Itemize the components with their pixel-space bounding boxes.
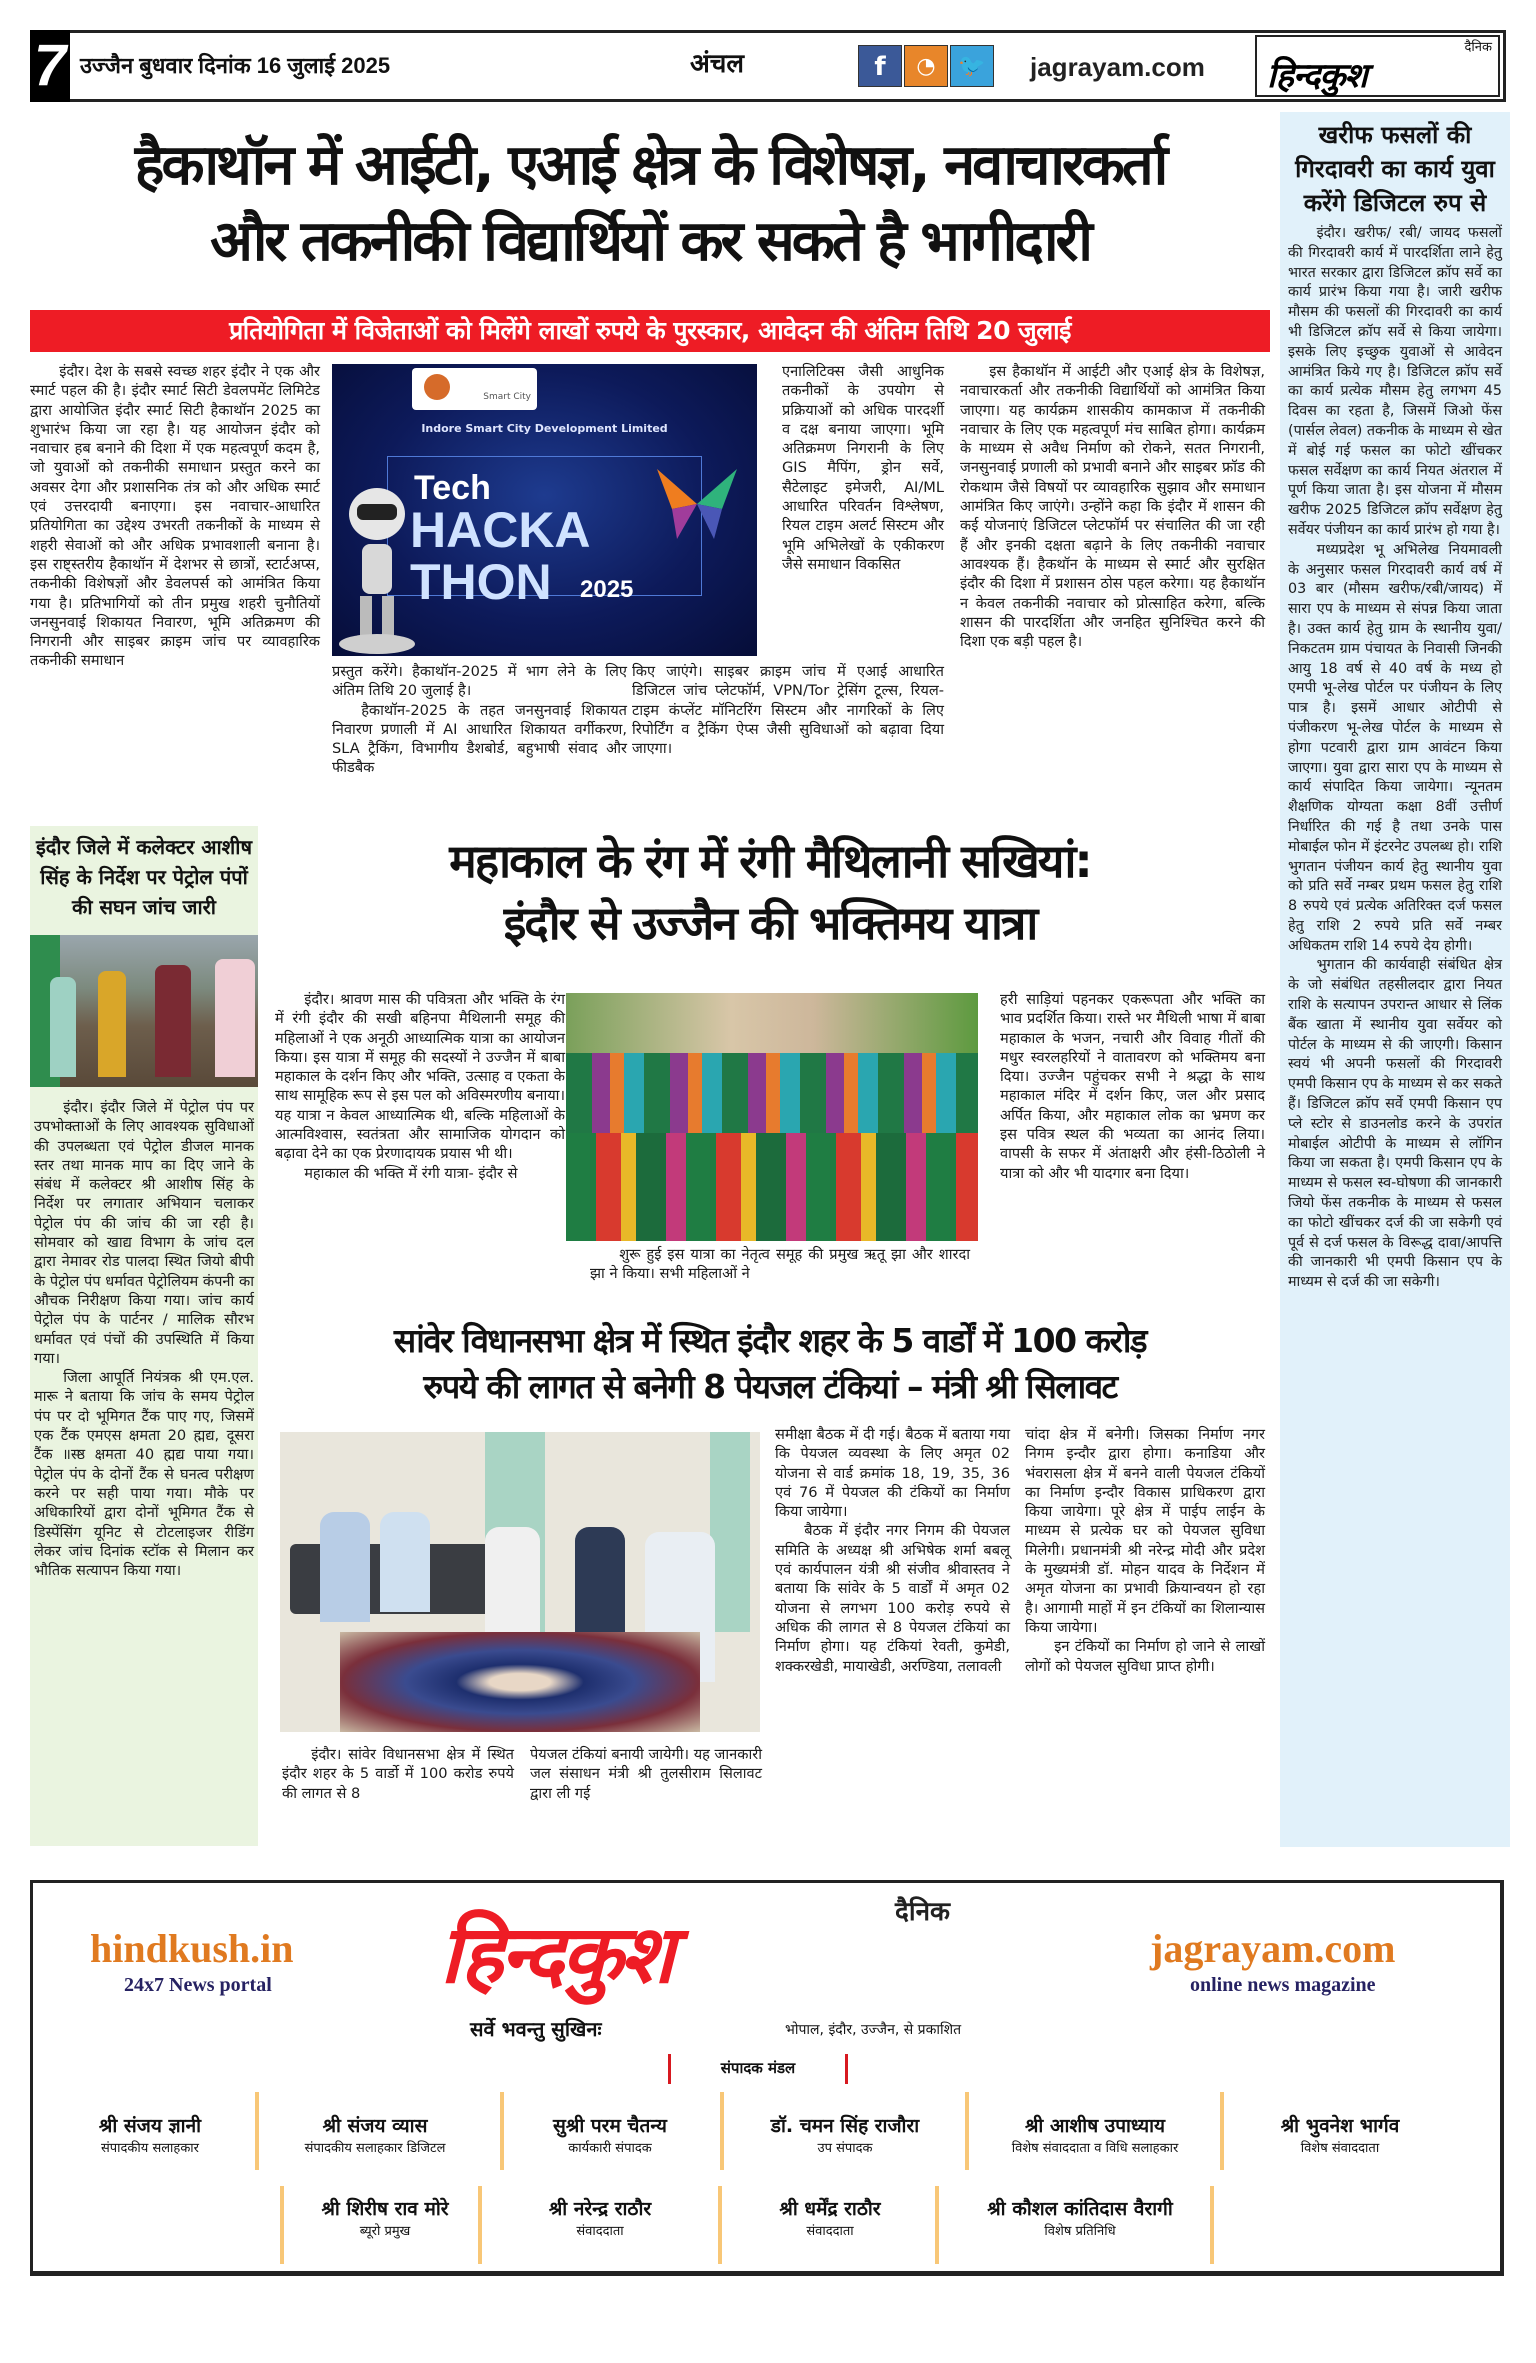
editor-separator (935, 2186, 939, 2264)
editor-separator (500, 2092, 504, 2170)
photo-person (50, 977, 76, 1077)
editor-name: श्री आशीष उपाध्याय (1024, 2115, 1166, 2137)
sidebar-paragraph: भुगतान की कार्यवाही संबंधित क्षेत्र के जो संबंधित तहसीलदार द्वारा नियत राशि के सत्यापन उपरान्त आधार से लिंक बैंक खाता में स्थानीय युवा सर्वेयर को पोर्टल के माध्यम से की जाएगी। किसान स्वयं भी अपनी फसलों की गिरदावरी एमपी किसान एप के माध्यम से कर सकते हैं। डिजिटल क्रॉप सर्वे एमपी किसान एप प्ले स्टोर से डाउनलोड करने के उपरांत मोबाईल ओटीपी के माध्यम से लॉगिन किया जा सकता है। एमपी किसान एप के माध्यम से फसल स्व-घोषणा की जानकारी जियो फेंस तकनीक के माध्यम से फसल का फोटो खींचकर दर्ज की जा सकेगी एवं पूर्व से दर्ज फसल के विरूद्ध दावा/आपत्ति की जानकारी भी एमपी किसान एप के माध्यम से दर्ज की जा सकेगी। (1288, 957, 1502, 1291)
editor-role: संपादकीय सलाहकार (100, 2141, 199, 2156)
photo-person (380, 1512, 430, 1612)
mahakal-paragraph: शुरू हुई इस यात्रा का नेतृत्व समूह की प्रमुख ऋतू झा और शारदा झा ने किया। सभी महिलाओं ने (590, 1246, 970, 1283)
rss-icon[interactable]: ◔ (904, 45, 948, 87)
footer-hindkush-tagline: 24x7 News portal (124, 1974, 272, 1996)
sanwer-column-1 (282, 1745, 514, 1803)
photo-sarees (566, 1121, 978, 1241)
newspaper-logo (1255, 35, 1500, 97)
petrol-pump-photo (30, 935, 258, 1087)
mahakal-paragraph: महाकाल की भक्ति में रंगी यात्रा- इंदौर से (304, 1164, 518, 1182)
mahakal-headline-line2: इंदौर से उज्जैन की भक्तिमय यात्रा (503, 896, 1037, 950)
dateline: उज्जैन बुधवार दिनांक 16 जुलाई 2025 (80, 53, 391, 78)
photo-person (320, 1512, 370, 1622)
photo-person (155, 965, 191, 1077)
footer-logo-name: हिन्दकुश (440, 1908, 672, 2001)
editor-separator (965, 2092, 969, 2170)
editor-name: सुश्री परम चैतन्य (553, 2115, 667, 2137)
editor-separator (1210, 2186, 1214, 2264)
editor-entry (490, 2195, 710, 2239)
sidebar-story (1280, 112, 1510, 1847)
footer-logo-dainik: दैनिक (895, 1897, 950, 1927)
editor-entry (975, 2112, 1215, 2156)
editor-separator (1220, 2092, 1224, 2170)
editor-separator (720, 2092, 724, 2170)
lead-paragraph: इस हैकाथॉन में आईटी और एआई क्षेत्र के विशेषज्ञ, नवाचारकर्ता और तकनीकी विद्यार्थियों को आमंत्रित किया जाएगा। यह कार्यक्रम शासकीय कामकाज में तकनीकी नवाचार के लिए एक महत्वपूर्ण मंच साबित होगा। कार्यक्रम के माध्यम से अवैध निर्माण को रोकने, सतत निगरानी, जनसुनवाई प्रणाली को प्रभावी बनाने और साइबर फ्रॉड की रोकथाम जैसे विषयों पर व्यावहारिक सुझाव और समाधान आमंत्रित किए जाएंगे। उन्होंने कहा कि इंदौर में शासन की कई योजनाएं डिजिटल प्लेटफॉर्म पर संचालित की जा रही हैं और इनकी दक्षता बढ़ाने के लिए तकनीकी नवाचार आवश्यक हैं। हैकथॉन के माध्यम से स्मार्ट और सुरक्षित इंदौर की दिशा में प्रशासन ठोस पहल करेगा। यह हैकाथॉन न केवल तकनीकी नवाचार को प्रोत्साहित करेगा, बल्कि शासन की पारदर्शिता और जनहित सुनिश्चित करने की दिशा एक बड़ी पहल है। (960, 363, 1265, 651)
sidebar-paragraph: मध्यप्रदेश भू अभिलेख नियमावली के अनुसार फसल गिरदावरी कार्य वर्ष में 03 बार (मौसम खरीफ/रबी/जायद) में सारा एप के माध्यम से संपन्न किया जाता है। उक्त कार्य हेतु ग्राम के स्थानीय युवा/निकटतम ग्राम पंचायत के निवासी जिनकी आयु 18 वर्ष से 40 वर्ष के मध्य हो एमपी भू-लेख पोर्टल पर पंजीयन के लिए पात्र है। इसमें आधार ओटीपी से पंजीकरण भू-लेख पोर्टल के माध्यम से होगा पटवारी द्वारा ग्राम आवंटन किया जाएगा। युवा द्वारा सारा एप के माध्यम से कार्य संपादित किया जायेगा। न्यूनतम शैक्षणिक योग्यता कक्षा 8वीं उत्तीर्ण निर्धारित की गई है तथा उनके पास मोबाईल फोन में इंटरनेट उपलब्ध हो। राशि भुगतान पंजीयन कार्य हेतु स्थानीय युवा को प्रति सर्वे नम्बर प्रथम फसल हेतु राशि 8 रुपये एवं प्रत्येक अतिरिक्त दर्ज फसल हेतु राशि 2 रुपये प्रति सर्वे नम्बर अधिकतम राशि 14 रुपये देय होगी। (1288, 541, 1502, 954)
poster-thon: THON (410, 554, 552, 610)
poster-year: 2025 (580, 576, 634, 603)
petrol-paragraph: जिला आपूर्ति नियंत्रक श्री एम.एल. मारू ने बताया कि जांच के समय पेट्रोल पंप पर दो भूमिगत टैंक पाए गए, जिसमें एक टैंक एमएस क्षमता 20 ह्मद्य, दूसरा टैंक ॥स्ष्ठ क्षमता 40 ह्मद्य पाया गया। पेट्रोल पंप के दोनों टैंक से घनत्व परीक्षण करने पर सही पाया गया। मौके पर अधिकारियों द्वारा दोनों भूमिगत टैंक से डिस्पेंसिंग यूनिट से टोटलाइजर रीडिंग लेकर जांच दिनांक स्टॉक से मिलान कर भौतिक सत्यापन किया गया। (34, 1369, 254, 1580)
footer-jagrayam-link[interactable]: jagrayam.com (1150, 1926, 1396, 1971)
editor-name: श्री नरेन्द्र राठौर (548, 2198, 652, 2220)
footer-motto: सर्वे भवन्तु सुखिनः (470, 2017, 602, 2041)
mahakal-column-3 (1000, 990, 1265, 1183)
lead-headline-line2: और तकनीकी विद्यार्थियों कर सकते है भागीदारी (210, 209, 1090, 274)
lead-paragraph: किए जाएंगे। साइबर क्राइम जांच में एआई आधारित डिजिटल जांच प्लेटफॉर्म, VPN/Tor ट्रेसिंग टूल्स, रियल-टाइम कंप्लेंट मॉनिटरिंग सिस्टम और नागरिकों के लिए रिपोर्टिंग व ट्रैकिंग ऐप्स जैसी सुविधाओं को बढ़ावा दिया जाएगा। (632, 663, 944, 758)
editor-entry (510, 2112, 710, 2156)
editor-entry (730, 2195, 930, 2239)
mahakal-headline (275, 830, 1265, 954)
website-link[interactable]: jagrayam.com (1030, 52, 1205, 82)
editor-role: उप संपादक (817, 2141, 873, 2156)
editor-role: संवाददाता (576, 2224, 624, 2239)
photo-person (215, 959, 255, 1077)
footer-published-from: भोपाल, इंदौर, उज्जैन, से प्रकाशित (785, 2022, 962, 2038)
logo-dainik: दैनिक (1464, 40, 1492, 55)
mahakal-paragraph: हरी साड़ियां पहनकर एकरूपता और भक्ति का भाव प्रदर्शित किया। रास्ते भर मैथिली भाषा में बाबा महाकाल के भजन, नचारी और विवाह गीतों की मधुर स्वरलहरियों ने वातावरण को भक्तिमय बना दिया। उज्जैन पहुंचकर सभी ने श्रद्धा के साथ महाकाल मंदिर में दर्शन किए, जल और प्रसाद अर्पित किया, और महाकाल लोक का भ्रमण कर इस पवित्र स्थल की भव्यता का आनंद लिया। वापसी के सफर में अंताक्षरी और हंसी-ठिठोली ने यात्रा को और भी यादगार बना दिया। (1000, 991, 1265, 1182)
editor-entry (50, 2112, 250, 2156)
page-number: 7 (30, 30, 70, 102)
mahakal-column-1 (275, 990, 565, 1183)
sanwer-paragraph: चांदा क्षेत्र में बनेगी। जिसका निर्माण नगर निगम इन्दौर द्वारा होगा। कनाडिया और भंवरासला क्षेत्र में बनने वाली पेयजल टंकियों का निर्माण इन्दौर विकास प्राधिकरण द्वारा किया जायेगा। पूरे क्षेत्र में पाईप लाईन के माध्यम से प्रत्येक घर को पेयजल सुविधा मिलेगी। प्रधानमंत्री श्री नरेन्द्र मोदी और प्रदेश के मुख्यमंत्री डॉ. मोहन यादव के निर्देशन में अमृत योजना का प्रभावी क्रियान्वयन हो रहा है। आगामी माहों में इन टंकियों का शिलान्यास किया जायेगा। (1025, 1426, 1265, 1636)
editor-entry (950, 2195, 1210, 2239)
footer-hindkush-link[interactable]: hindkush.in (90, 1926, 294, 1971)
twitter-icon[interactable]: 🐦 (950, 45, 994, 87)
butterfly-logo (652, 464, 742, 544)
editor-name: श्री भुवनेश भार्गव (1280, 2115, 1400, 2137)
editor-name: श्री धर्मेंद्र राठौर (779, 2198, 881, 2220)
editorial-board-label: संपादक मंडल (668, 2054, 848, 2082)
footer-jagrayam-tagline: online news magazine (1190, 1974, 1376, 1996)
editor-entry (730, 2112, 960, 2156)
sanwer-headline (275, 1318, 1265, 1410)
lead-headline (30, 128, 1270, 280)
poster-tech: Tech (414, 469, 491, 507)
mahakal-headline-line1: महाकाल के रंग में रंगी मैथिलानी सखियां: (449, 834, 1091, 888)
logo-name: हिन्दकुश (1267, 56, 1367, 96)
photo-curtain (710, 1432, 750, 1632)
photo-carpet (340, 1632, 700, 1732)
petrol-headline: इंदौर जिले में कलेक्टर आशीष सिंह के निर्देश पर पेट्रोल पंपों की सघन जांच जारी (35, 835, 253, 919)
editor-name: श्री कौशल कांतिदास वैरागी (987, 2198, 1173, 2220)
editor-role: संपादकीय सलाहकार डिजिटल (304, 2141, 446, 2156)
editor-role: विशेष संवाददाता व विधि सलाहकार (1011, 2141, 1179, 2156)
section-name: अंचल (690, 49, 745, 79)
lead-paragraph: प्रस्तुत करेंगे। हैकाथॉन-2025 में भाग लेने के लिए अंतिम तिथि 20 जुलाई है। (332, 663, 627, 700)
editor-role: कार्यकारी संपादक (568, 2141, 652, 2156)
robot-illustration (332, 484, 422, 656)
lead-paragraph: हैकाथॉन-2025 के तहत जनसुनवाई शिकायत निवारण प्रणाली में AI आधारित शिकायत वर्गीकरण, SLA ट्रैकिंग, विभागीय डैशबोर्ड, बहुभाषी संवाद और फीडबैक (332, 701, 627, 777)
facebook-icon[interactable]: f (858, 45, 902, 87)
lead-column-2 (332, 662, 627, 778)
photo-person (98, 971, 126, 1077)
editor-name: श्री संजय व्यास (322, 2115, 428, 2137)
editor-name: श्री संजय ज्ञानी (98, 2115, 202, 2137)
editor-separator (280, 2186, 284, 2264)
editor-role: विशेष प्रतिनिधि (1044, 2224, 1116, 2239)
hackathon-poster-image (332, 364, 757, 656)
meeting-photo (280, 1432, 760, 1732)
lead-paragraph: इंदौर। देश के सबसे स्वच्छ शहर इंदौर ने एक और स्मार्ट पहल की है। इंदौर स्मार्ट सिटी डेवलपमेंट लिमिटेड द्वारा आयोजित इंदौर स्मार्ट सिटी हैकाथॉन 2025 का शुभारंभ किया जा रहा है। यह आयोजन इंदौर को नवाचार हब बनाने की दिशा में एक महत्वपूर्ण कदम है, जो युवाओं को तकनीकी समाधान प्रस्तुत करने का अवसर देगा और प्रशासनिक तंत्र को और अधिक स्मार्ट एवं उत्तरदायी बनाएगा। इस नवाचार-आधारित प्रतियोगिता का उद्देश्य उभरती तकनीकों के माध्यम से शहरी सेवाओं को और अधिक प्रभावशाली बनाना है। इस राष्ट्स्तरीय हैकाथॉन में देशभर से छात्रों, स्टार्टअप्स, तकनीकी विशेषज्ञों और डेवलपर्स को आमंत्रित किया गया है। प्रतिभागियों को तीन प्रमुख शहरी चुनौतियों जनसुनवाई शिकायत निवारण, भूमि अतिक्रमण की निगरानी और साइबर क्राइम जांच पर व्यावहारिक तकनीकी समाधान (30, 363, 320, 670)
editor-separator (718, 2186, 722, 2264)
editor-entry (265, 2112, 485, 2156)
sanwer-headline-line2: रुपये की लागत से बनेगी 8 पेयजल टंकियां – मंत्री श्री सिलावट (423, 1367, 1117, 1406)
lead-column-3 (782, 362, 944, 574)
petrol-paragraph: इंदौर। इंदौर जिले में पेट्रोल पंप पर उपभोक्ताओं के लिए आवश्यक सुविधाओं की उपलब्धता एवं पेट्रोल डीजल मानक स्तर तथा मानक माप का दिए जाने के संबंध में कलेक्टर श्री आशीष सिंह के निर्देश पर लगातार अभियान चलाकर पेट्रोल पंप की जांच की जा रही है। सोमवार को खाद्य विभाग के जांच दल द्वारा नेमावर रोड पालदा स्थित जियो बीपी के पेट्रोल पंप धर्मावत पेट्रोलियम कंपनी का औचक निरीक्षण किया गया। जांच कार्य पेट्रोल पंप के पार्टनर / मालिक सौरभ धर्मावत एवं पंचों की उपस्थिति में किया गया। (34, 1099, 254, 1367)
editor-entry (1230, 2112, 1450, 2156)
editor-role: विशेष संवाददाता (1300, 2141, 1380, 2156)
editor-name: श्री शिरीष राव मोरे (321, 2198, 449, 2220)
editor-role: ब्यूरो प्रमुख (359, 2224, 411, 2239)
group-women-photo (566, 993, 978, 1241)
mahakal-column-2 (590, 1245, 970, 1284)
sanwer-column-3 (775, 1425, 1010, 1676)
sidebar-headline: खरीफ फसलों की गिरदावरी का कार्य युवा करेंगे डिजिटल रुप से (1295, 121, 1495, 217)
editor-name: डॉ. चमन सिंह राजौरा (770, 2115, 920, 2137)
lead-headline-line1: हैकाथॉन में आईटी, एआई क्षेत्र के विशेषज्ञ, नवाचारकर्ता (134, 133, 1166, 198)
editor-entry (290, 2195, 480, 2239)
lead-strapline: प्रतियोगिता में विजेताओं को मिलेंगे लाखों रुपये के पुरस्कार, आवेदन की अंतिम तिथि 20 जुलाई (30, 310, 1270, 352)
lead-column-1 (30, 362, 320, 671)
sanwer-column-2 (530, 1745, 762, 1803)
sidebar-paragraph: इंदौर। खरीफ/ रबी/ जायद फसलों की गिरदावरी कार्य में पारदर्शिता लाने हेतु भारत सरकार द्वारा डिजिटल क्रॉप सर्वे का कार्य प्रारंभ किया गया है। जारी खरीफ मौसम की फसलों की गिरदावरी का कार्य भी डिजिटल क्रॉप सर्वे से किया जायेगा। इसके लिए इच्छुक युवाओं से आवेदन आमंत्रित किये गए है। डिजिटल क्रॉप सर्वे का कार्य प्रत्येक मौसम हेतु लगभग 45 दिवस का रहता है, जिसमें जिओ फेंस (पार्सल लेवल) तकनीक के माध्यम से खेत में बोई गई फसल का फोटो खींचकर फसल सर्वेक्षण का कार्य नियत अंतराल में पूर्ण किया जाता है। इस योजना में मौसम खरीफ 2025 डिजिटल क्रॉप सर्वेक्षण हेतु सर्वेयर पंजीयन का कार्य प्रारंभ हो गया है। (1288, 225, 1502, 538)
petrol-body (34, 1098, 254, 1580)
poster-hacka: HACKA (410, 502, 591, 558)
editor-role: संवाददाता (806, 2224, 854, 2239)
footer-logo (440, 1890, 1040, 2005)
sanwer-column-4 (1025, 1425, 1265, 1676)
lead-column-4 (960, 362, 1265, 651)
sanwer-paragraph: इन टंकियों का निर्माण हो जाने से लाखों लोगों को पेयजल सुविधा प्राप्त होगी। (1025, 1638, 1265, 1675)
smart-city-logo: Smart City (412, 368, 537, 410)
emblem-icon (424, 374, 450, 400)
sanwer-paragraph: समीक्षा बैठक में दी गई। बैठक में बताया गया कि पेयजल व्यवस्था के लिए अमृत 02 योजना से वार्ड क्रमांक 18, 19, 35, 36 एवं 76 में पेयजल की टंकियों का निर्माण किया जायेगा। (775, 1426, 1010, 1521)
sanwer-paragraph: इंदौर। सांवेर विधानसभा क्षेत्र में स्थित इंदौर शहर के 5 वार्डो में 100 करोड रुपये की लागत से 8 (282, 1746, 514, 1802)
sanwer-paragraph: बैठक में इंदौर नगर निगम की पेयजल समिति के अध्यक्ष श्री अभिषेक शर्मा बबलू एवं कार्यपालन यंत्री श्री संजीव श्रीवास्तव ने बताया कि सांवेर के 5 वार्डों में अमृत 02 योजना से लगभग 100 करोड़ रुपये से अधिक की लागत से 8 पेयजल टंकियां का निर्माण होगा। यह टंकियां रेवती, कुमेडी, शक्करखेडी, मायाखेडी, अरण्डिया, तलावली (775, 1522, 1010, 1675)
editor-separator (255, 2092, 259, 2170)
photo-standing-row (566, 1053, 978, 1133)
mahakal-paragraph: इंदौर। श्रावण मास की पवित्रता और भक्ति के रंग में रंगी इंदौर की सखी बहिनपा मैथिलानी समूह की महिलाओं ने एक अनूठी आध्यात्मिक यात्रा का आयोजन किया। इस यात्रा में समूह की सदस्यों ने उज्जैन में बाबा महाकाल के दर्शन किए और भक्ति, उत्साह व एकता के साथ सामूहिक रूप से इस पल को अविस्मरणीय बनाया। यह यात्रा न केवल आध्यात्मिक थी, बल्कि महिलाओं के आत्मविश्वास, स्वतंत्रता और सामाजिक योगदान को बढ़ावा देने का एक प्रेरणादायक प्रयास भी थी। (275, 991, 565, 1163)
sanwer-headline-line1: सांवेर विधानसभा क्षेत्र में स्थित इंदौर शहर के 5 वार्डों में 100 करोड़ (393, 1321, 1147, 1360)
lead-paragraph: एनालिटिक्स जैसी आधुनिक तकनीकों के उपयोग से प्रक्रियाओं को अधिक पारदर्शी व दक्ष बनाया जाएगा। भूमि अतिक्रमण निगरानी के लिए GIS मैपिंग, ड्रोन सर्वे, सैटेलाइट इमेजरी, AI/ML आधारित परिवर्तन विश्लेषण, रियल टाइम अलर्ट सिस्टम और भूमि अभिलेखों के एकीकरण जैसे समाधान विकसित (782, 363, 944, 573)
editor-separator (478, 2186, 482, 2264)
lead-column-3-bottom (632, 662, 944, 758)
poster-org: Indore Smart City Development Limited (421, 422, 668, 435)
sanwer-paragraph: पेयजल टंकियां बनायी जायेगी। यह जानकारी जल संसाधन मंत्री श्री तुलसीराम सिलावट द्वारा ली गई (530, 1746, 762, 1802)
